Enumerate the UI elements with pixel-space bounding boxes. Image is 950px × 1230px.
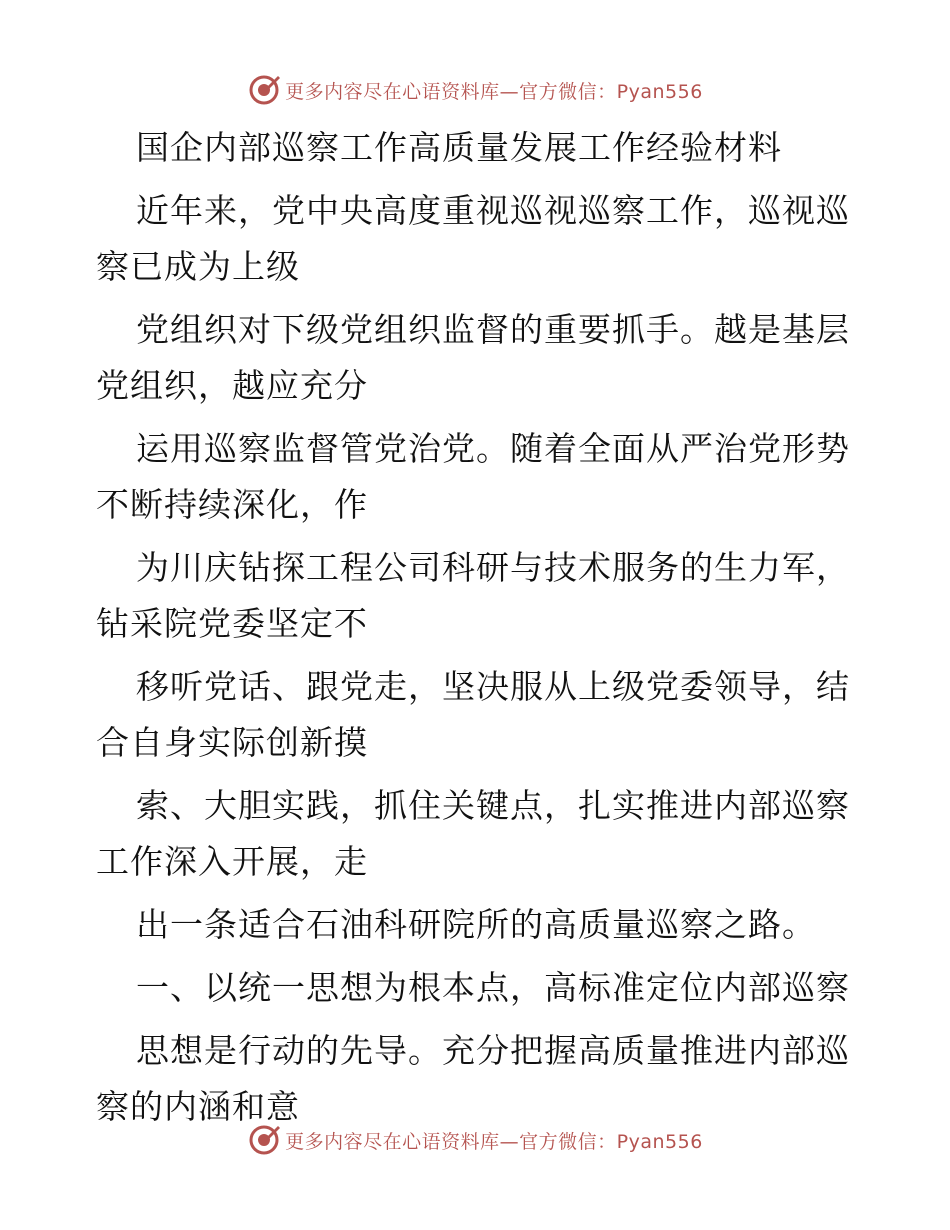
text-line: 不断持续深化，作 (96, 485, 368, 524)
paragraph (96, 960, 856, 1016)
text-line: 党组织，越应充分 (96, 366, 368, 405)
text-line: 为川庆钻探工程公司科研与技术服务的生力军， (136, 548, 850, 587)
banner-text: 更多内容尽在心语资料库—官方微信：Pyan556 (285, 80, 703, 103)
text-line: 钻采院党委坚定不 (96, 604, 368, 643)
text-line: 党组织对下级党组织监督的重要抓手。越是基层 (136, 310, 850, 349)
paragraph (96, 183, 856, 295)
banner-text: 更多内容尽在心语资料库—官方微信：Pyan556 (285, 1130, 703, 1153)
document-body (96, 120, 856, 1142)
text-line: 索、大胆实践，抓住关键点，扎实推进内部巡察 (136, 786, 850, 825)
paragraph (96, 302, 856, 414)
pen-logo-icon (247, 73, 281, 107)
footer-banner (0, 1120, 950, 1160)
paragraph (96, 659, 856, 771)
paragraph (96, 540, 856, 652)
text-line: 国企内部巡察工作高质量发展工作经验材料 (136, 128, 782, 167)
pen-logo-icon (247, 1123, 281, 1157)
text-line: 近年来，党中央高度重视巡视巡察工作，巡视巡 (136, 191, 850, 230)
text-line: 一、以统一思想为根本点，高标准定位内部巡察 (136, 968, 850, 1007)
text-line: 移听党话、跟党走，坚决服从上级党委领导，结 (136, 667, 850, 706)
text-line: 工作深入开展，走 (96, 842, 368, 881)
header-banner (0, 70, 950, 110)
paragraph (96, 778, 856, 890)
text-line: 察的内涵和意 (96, 1087, 300, 1126)
paragraph (96, 897, 856, 953)
paragraph (96, 1023, 856, 1135)
text-line: 思想是行动的先导。充分把握高质量推进内部巡 (136, 1031, 850, 1070)
text-line: 运用巡察监督管党治党。随着全面从严治党形势 (136, 429, 850, 468)
paragraph (96, 421, 856, 533)
text-line: 合自身实际创新摸 (96, 723, 368, 762)
document-title (96, 120, 856, 176)
text-line: 察已成为上级 (96, 247, 300, 286)
text-line: 出一条适合石油科研院所的高质量巡察之路。 (136, 905, 816, 944)
